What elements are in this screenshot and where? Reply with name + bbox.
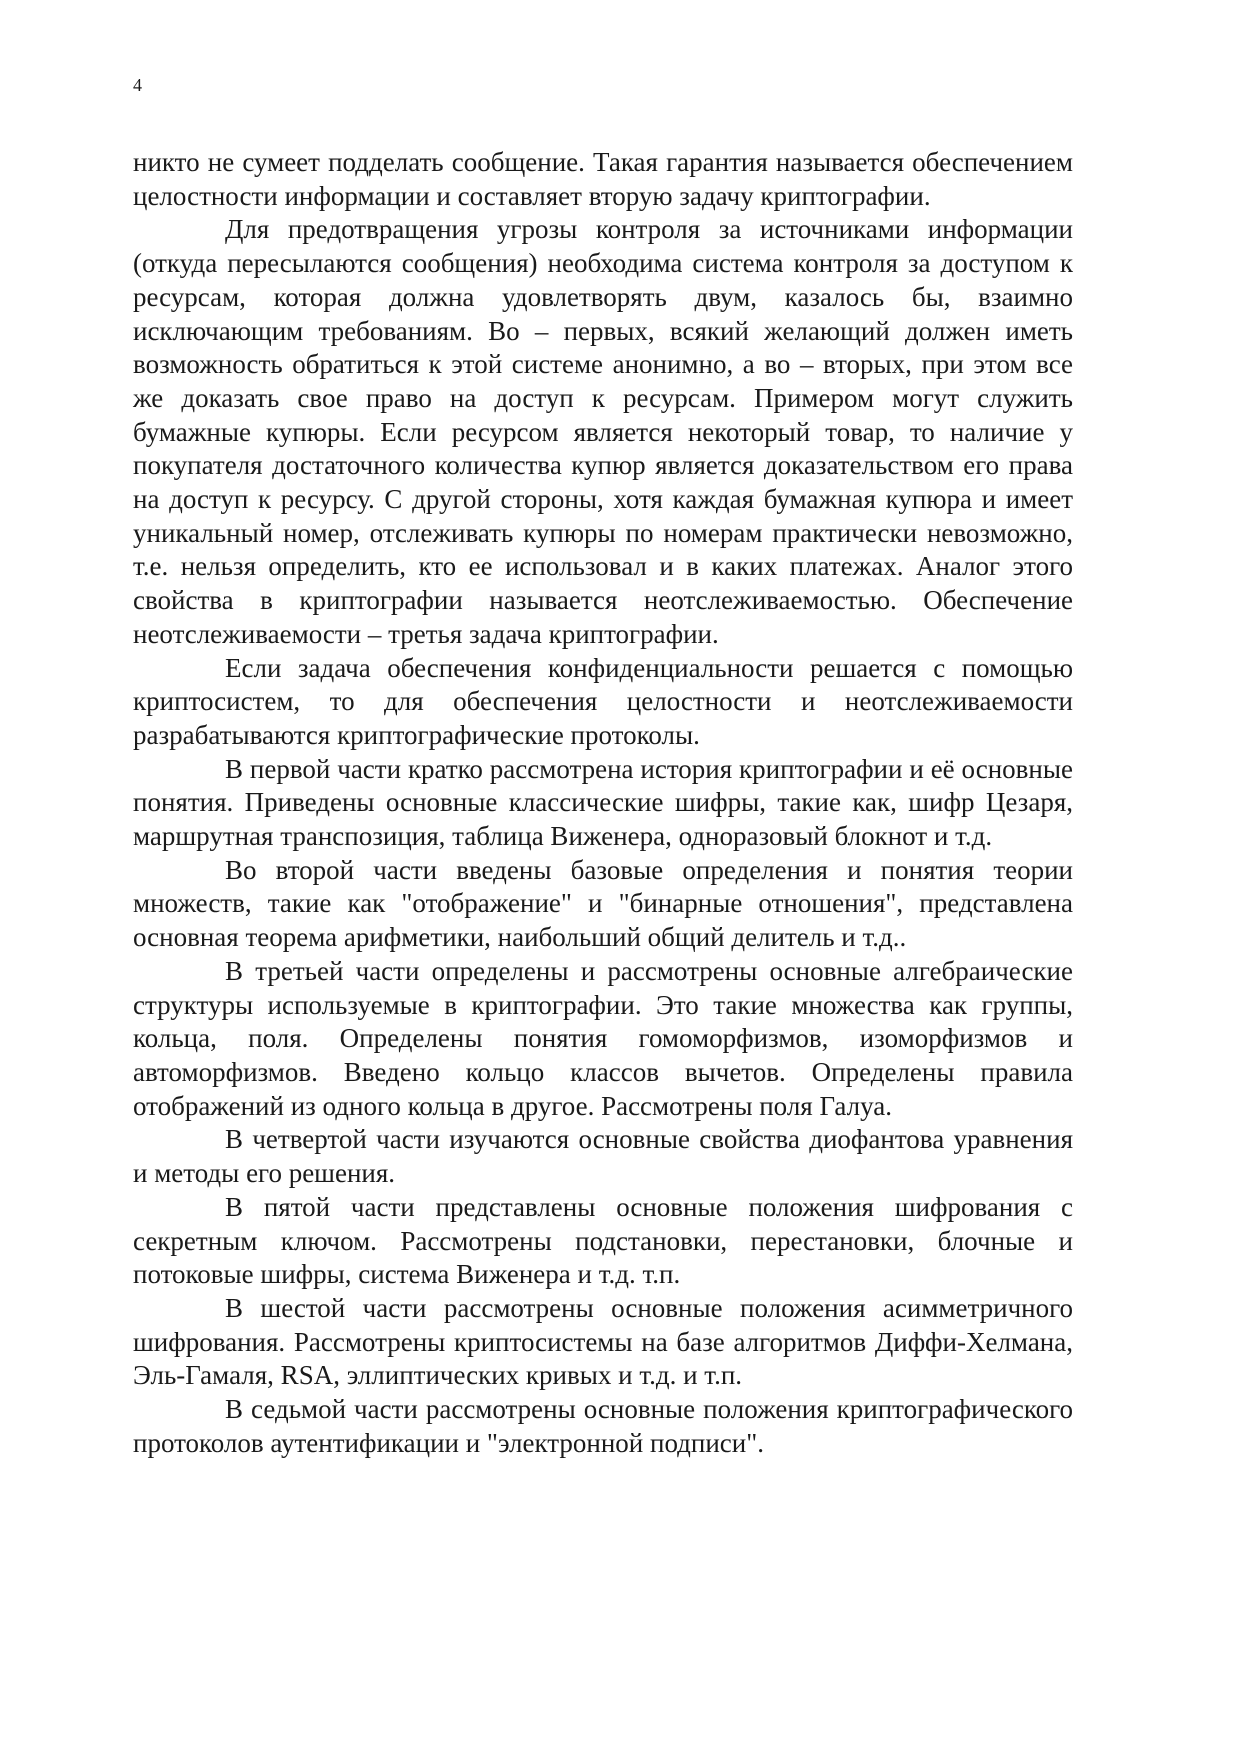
paragraph-access-control: Для предотвращения угрозы контроля за источниками информации (откуда пересылаются сообщения) необходима система контроля за доступом к ресурсам, которая должна удовлетворять двум, казалось бы, взаимно исключающим требованиям. Во – первых, всякий желающий должен иметь возможность обратиться к этой системе анонимно, а во – вторых, при этом все же доказать свое право на доступ к ресурсам. Примером могут служить бумажные купюры. Если ресурсом является некоторый товар, то наличие у покупателя достаточного количества купюр является доказательством его права на доступ к ресурсу. С другой стороны, хотя каждая бумажная купюра и имеет уникальный номер, отслеживать купюры по номерам практически невозможно, т.е. нельзя определить, кто ее использовал и в каких платежах. Аналог этого свойства в криптографии называется неотслеживаемостью. Обеспечение неотслеживаемости – третья задача криптографии. [133,214,1073,649]
paragraph-part-six: В шестой части рассмотрены основные положения асимметричного шифрования. Рассмотрены криптосистемы на базе алгоритмов Диффи-Хелмана, Эль-Гамаля, RSA, эллиптических кривых и т.д. и т.п. [133,1292,1073,1391]
page-number: 4 [133,75,142,95]
paragraph-part-three: В третьей части определены и рассмотрены основные алгебраические структуры используемые в криптографии. Это такие множества как группы, кольца, поля. Определены понятия гомоморфизмов, изоморфизмов и автоморфизмов. Введено кольцо классов вычетов. Определены правила отображений из одного кольца в другое. Рассмотрены поля Галуа. [133,955,1073,1121]
paragraph-part-four: В четвертой части изучаются основные свойства диофантова уравнения и методы его решения. [133,1124,1073,1189]
paragraph-part-five: В пятой части представлены основные положения шифрования с секретным ключом. Рассмотрены подстановки, перестановки, блочные и потоковые шифры, система Виженера и т.д. т.п. [133,1191,1073,1290]
paragraph-part-two: Во второй части введены базовые определения и понятия теории множеств, такие как "отображение" и "бинарные отношения", представлена основная теорема арифметики, наибольший общий делитель и т.д.. [133,854,1073,953]
paragraph-part-seven: В седьмой части рассмотрены основные положения криптографического протоколов аутентификации и "электронной подписи". [133,1394,1073,1458]
paragraph-part-one: В первой части кратко рассмотрена история криптографии и её основные понятия. Приведены основные классические шифры, такие как, шифр Цезаря, маршрутная транспозиция, таблица Виженера, одноразовый блокнот и т.д. [133,753,1073,852]
paragraph-continuation: никто не сумеет подделать сообщение. Такая гарантия называется обеспечением целостности информации и составляет вторую задачу криптографии. [133,147,1073,211]
paragraph-protocols: Если задача обеспечения конфиденциальности решается с помощью криптосистем, то для обеспечения целостности и неотслеживаемости разрабатываются криптографические протоколы. [133,652,1073,750]
body-text [133,146,1073,1460]
